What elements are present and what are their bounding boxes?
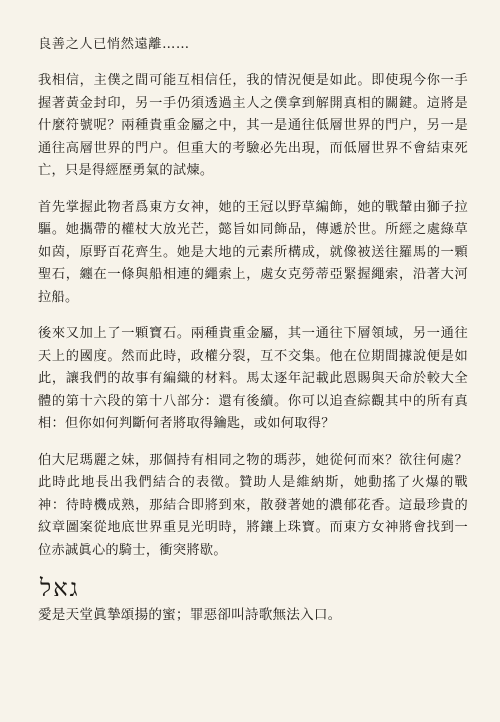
hebrew-signature: גאל [40, 574, 80, 602]
intro-line: 良善之人已悄然遠離…… [38, 37, 190, 52]
document-page [38, 34, 468, 626]
paragraph-2: 首先掌握此物者爲東方女神，她的王冠以野草編飾，她的戰輦由獅子拉驅。她攜帶的權杖大放光芒，懿旨如同飾品，傳遞於世。所經之處綠草如茵，原野百花齊生。她是大地的元素所構成，就像被送往羅馬的一顆聖石，纏在一條與船相連的繩索上，處女克勞蒂亞緊握繩索，沿著大河拉船。 [38, 199, 468, 305]
paragraph-4: 伯大尼瑪麗之妹，那個持有相同之物的瑪莎，她從何而來？欲往何處？此時此地長出我們結合的表徵。贊助人是維納斯，她動搖了火爆的戰神：待時機成熟，那結合即將到來，散發著她的濃郁花香。這最珍貴的紋章圖案從地底世界重見光明時，將鑲上珠寶。而東方女神將會找到一位赤誠眞心的騎士，衝突將歇。 [38, 452, 468, 558]
paragraph-3: 後來又加上了一顆寶石。兩種貴重金屬，其一通往下層領域，另一通往天上的國度。然而此時，政權分裂，互不交集。他在位期間據說便是如此，讓我們的故事有編織的材料。馬太逐年記載此恩賜與天命於較大全體的第十六段的第十八部分：還有後續。你可以追查綜觀其中的所有真相：但你如何判斷何者將取得鑰匙，或如何取得？ [38, 326, 468, 431]
motto-line: 愛是天堂眞摯頌揚的蜜；罪惡卻叫詩歌無法入口。 [38, 607, 342, 623]
paragraph-1: 我相信，主僕之間可能互相信任，我的情況便是如此。即使現今你一手握著黃金封印，另一手仍須透過主人之僕拿到解開真相的關鍵。這將是什麼符號呢？兩種貴重金屬之中，其一是通往低層世界的門户，另一是通往高層世界的門户。但重大的考驗必先出現，而低層世界不會結束死亡，只是得經歷勇氣的試煉。 [38, 73, 468, 178]
